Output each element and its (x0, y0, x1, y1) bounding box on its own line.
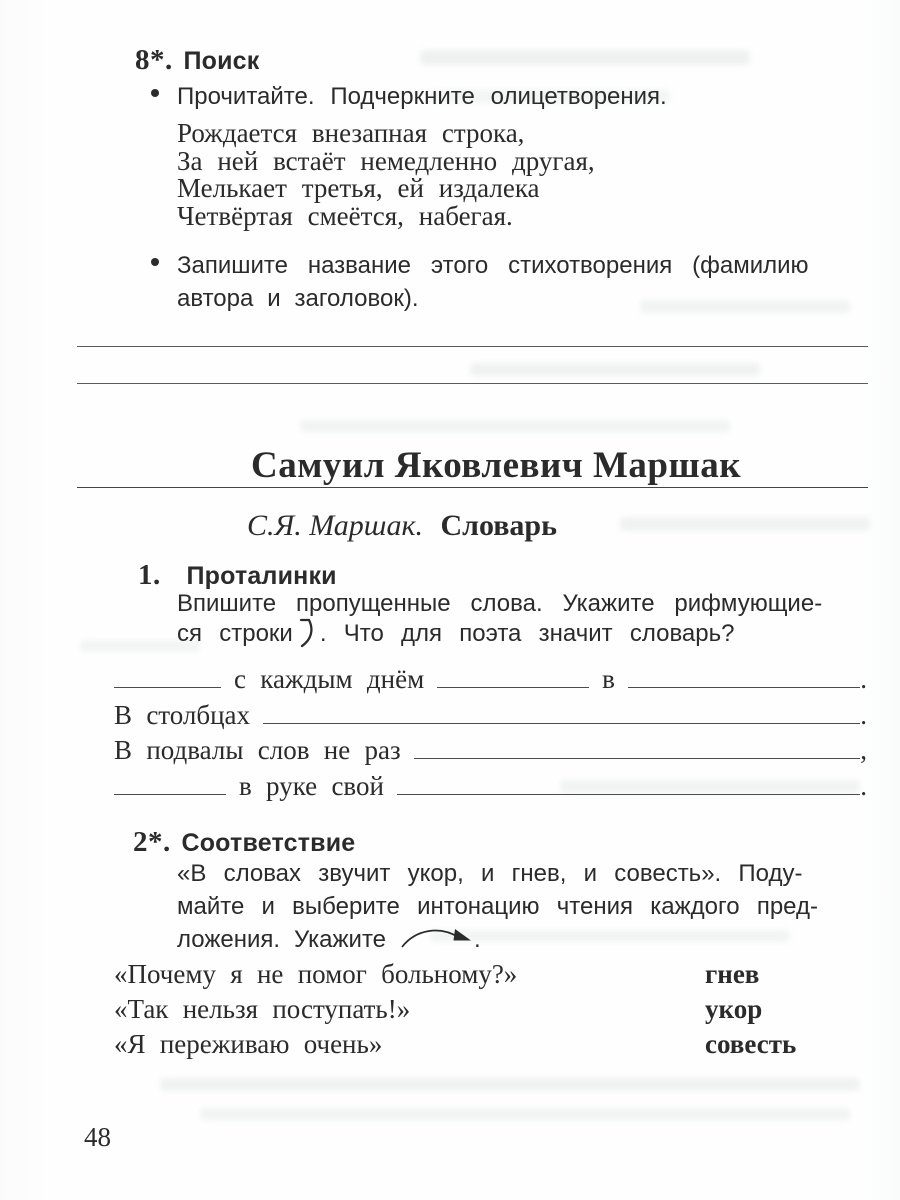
bleed-through-smudge (160, 1078, 860, 1091)
fill-blank (397, 793, 860, 795)
fill-text: с каждым днём (234, 664, 425, 694)
exercise8-task1-text: Прочитайте. Подчеркните олицетворения. (177, 83, 667, 110)
work-title-name: Словарь (440, 509, 557, 542)
rhyme-bracket-icon (299, 618, 314, 648)
exercise2-instruction-line2: майте и выберите интонацию чтения каждого пред- (177, 893, 818, 920)
fill-blank (114, 793, 226, 795)
exercise2-instruction (177, 857, 877, 956)
exercise2-number: 2*. (133, 826, 171, 858)
bullet-icon (151, 89, 159, 97)
exercise2-instruction-line3-before: ложения. Укажите (177, 926, 387, 953)
poem-line: Четвёртая смеётся, набегая. (177, 200, 513, 231)
matching-row (114, 957, 867, 992)
exercise1-header (138, 559, 337, 592)
exercise1-number: 1. (138, 559, 161, 591)
exercise8-task1 (151, 80, 851, 113)
fill-punctuation: , (860, 735, 867, 765)
exercise1-instruction-line2-before: ся строки (177, 620, 293, 647)
matching-row (114, 1027, 867, 1062)
section-author-heading: Самуил Яковлевич Маршак (250, 445, 742, 486)
matching-sentence: «Почему я не помог больному?» (114, 959, 518, 989)
fill-row (114, 662, 867, 698)
bleed-through-smudge (420, 50, 750, 65)
bleed-through-smudge (200, 1108, 850, 1120)
exercise2-header (133, 826, 355, 859)
matching-answer: совесть (705, 1029, 797, 1059)
exercise8-title: Поиск (183, 47, 260, 75)
fill-text: в (602, 664, 615, 694)
exercise8-header (135, 44, 259, 77)
exercise8-number: 8*. (135, 44, 173, 76)
fill-punctuation: . (860, 770, 867, 801)
exercise2-instruction-line1: «В словах звучит укор, и гнев, и совесть». Поду- (177, 860, 803, 887)
bleed-through-smudge (300, 420, 730, 432)
exercise1-instruction-line1: Впишите пропущенные слова. Укажите рифмующие- (177, 590, 823, 617)
fill-blank (437, 686, 589, 688)
fill-row (114, 733, 867, 769)
exercise8-task2-line1: Запишите название этого стихотворения (фамилию (177, 252, 809, 279)
exercise1-title: Проталинки (186, 562, 337, 590)
poem-line: За ней встаёт немедленно другая, (177, 145, 595, 176)
work-title-author: С.Я. Маршак. (247, 509, 423, 542)
fill-blank (263, 722, 860, 724)
curved-arrow-icon (400, 924, 474, 950)
exercise2-instruction-line3-after: . (474, 926, 481, 953)
page-number: 48 (84, 1122, 111, 1152)
fill-row (114, 698, 867, 734)
fill-punctuation: . (860, 664, 867, 694)
poem-line: Мелькает третья, ей издалека (177, 173, 540, 204)
matching-sentence: «Я переживаю очень» (114, 1029, 383, 1059)
exercise1-instruction-line2-after: . Что для поэта значит словарь? (319, 620, 735, 647)
bullet-icon (151, 258, 159, 266)
fill-punctuation: . (860, 699, 867, 730)
matching-answer: укор (705, 994, 763, 1024)
fill-blank (414, 757, 861, 759)
fill-text: в руке свой (239, 770, 384, 801)
exercise1-instruction (177, 589, 877, 648)
poem-line: Рождается внезапная строка, (177, 118, 525, 148)
exercise8-task2 (151, 249, 867, 315)
fill-text: В подвалы слов не раз (114, 735, 401, 765)
fill-text: В столбцах (114, 699, 251, 730)
fill-blank (628, 686, 860, 688)
matching-answer: гнев (705, 959, 760, 989)
answer-line (77, 383, 868, 384)
fill-row (114, 769, 867, 805)
matching-row (114, 992, 867, 1027)
fill-blank (114, 686, 221, 688)
bleed-through-smudge (470, 363, 760, 376)
divider-rule (77, 487, 868, 488)
matching-block (114, 957, 867, 1062)
answer-line (77, 346, 868, 347)
work-title (0, 509, 852, 543)
matching-sentence: «Так нельзя поступать!» (114, 994, 411, 1024)
exercise8-task2-line2: автора и заголовок). (177, 285, 419, 312)
fill-in-block (114, 662, 867, 804)
exercise2-title: Соответствие (181, 829, 356, 857)
poem-block (177, 120, 595, 230)
